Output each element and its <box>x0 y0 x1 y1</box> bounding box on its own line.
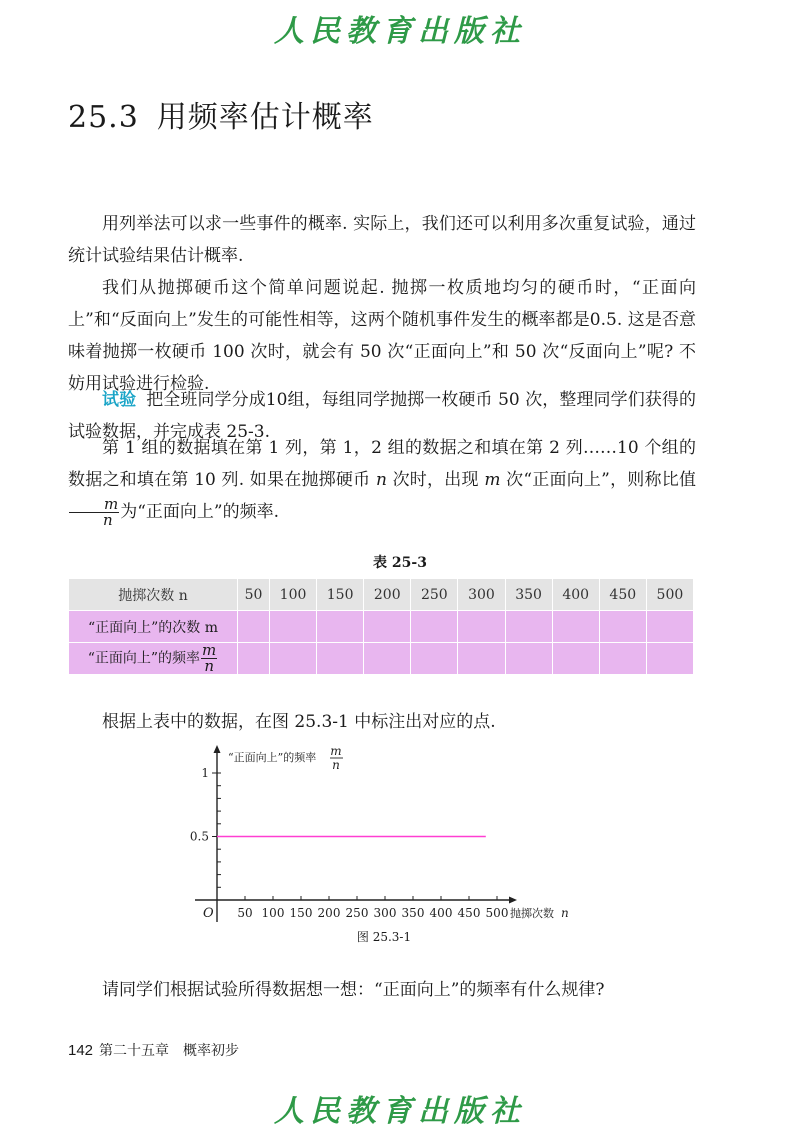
x-axis-label: 抛掷次数 <box>510 907 554 920</box>
fill-text-3: 次“正面向上”，则称比值 <box>500 470 696 490</box>
section-name: 用频率估计概率 <box>156 100 374 135</box>
fill-var-n: n <box>375 470 387 490</box>
chapter-number: 第二十五章 <box>99 1043 170 1059</box>
y-axis-label-den: n <box>332 758 340 772</box>
x-tick-label: 400 <box>429 906 453 920</box>
fill-text-1: 第 1 组的数据填在第 1 列，第 1，2 组的数据之和填在第 2 列……10 个组的数据之和填在第 10 列. 如果在抛掷硬币 <box>68 438 696 490</box>
fraction-denominator: n <box>103 511 113 529</box>
table-caption: 表 25-3 <box>373 555 427 571</box>
column-header: 50 <box>238 579 270 611</box>
y-axis-label-num: m <box>330 744 342 758</box>
column-header: 400 <box>552 579 599 611</box>
x-axis-arrow <box>509 897 517 904</box>
x-tick-label: 50 <box>237 906 253 920</box>
question-paragraph <box>68 974 696 1006</box>
x-tick-label: 300 <box>373 906 397 920</box>
y-tick-label: 0.5 <box>189 829 209 844</box>
publisher-logo: 人民教育出版社 <box>274 14 526 49</box>
experiment-text: 把全班同学分成10组，每组同学抛掷一枚硬币 50 次，整理同学们获得的试验数据，并完成表 25-3. <box>68 390 697 442</box>
row-label-text: “正面向上”的频率 <box>87 650 201 667</box>
x-tick-label: 250 <box>345 906 369 920</box>
fill-var-m: m <box>484 470 501 490</box>
column-header: 450 <box>599 579 646 611</box>
fill-text-4: 为“正面向上”的频率. <box>120 502 280 522</box>
fraction-numerator: m <box>202 641 217 659</box>
x-tick-label: 200 <box>317 906 341 920</box>
x-tick-label: 150 <box>289 906 313 920</box>
question-text: 请同学们根据试验所得数据想一想：“正面向上”的频率有什么规律? <box>102 980 605 1000</box>
x-tick-label: 500 <box>485 906 509 920</box>
origin-label: O <box>203 906 214 921</box>
chapter-title: 概率初步 <box>183 1043 240 1059</box>
page-footer <box>68 1040 239 1060</box>
row-label-throws: 抛掷次数 n <box>69 579 238 611</box>
column-header: 250 <box>411 579 458 611</box>
plot-ticks <box>190 766 509 920</box>
plot-intro-text: 根据上表中的数据，在图 25.3-1 中标注出对应的点. <box>102 712 496 732</box>
page-number: 142 <box>68 1042 94 1059</box>
y-tick-label: 1 <box>201 766 209 780</box>
fill-text-2: 次时，出现 <box>386 470 485 490</box>
section-number: 25.3 <box>68 100 139 135</box>
row-label-heads-count: “正面向上”的次数 m <box>69 611 238 643</box>
y-axis-arrow <box>214 745 221 753</box>
column-header: 150 <box>317 579 364 611</box>
intro-text: 用列举法可以求一些事件的概率. 实际上，我们还可以利用多次重复试验，通过统计试验结果估计概率. <box>68 214 696 266</box>
fraction-numerator: m <box>69 497 119 513</box>
column-header: 200 <box>364 579 411 611</box>
publisher-logo: 人民教育出版社 <box>274 1094 526 1129</box>
fraction-denominator: n <box>204 657 214 675</box>
coin-text: 我们从抛掷硬币这个简单问题说起. 抛掷一枚质地均匀的硬币时，“正面向上”和“反面向上”发生的可能性相等，这两个随机事件发生的概率都是0.5. 这是否意味着抛掷一枚硬币 100 次时，就会有 50 次“正面向上”和 50 次“反面向上”呢? 不妨用试验进行检验. <box>68 278 696 394</box>
x-axis-var: n <box>561 906 569 920</box>
column-header: 300 <box>458 579 505 611</box>
figure-caption: 图 25.3-1 <box>356 930 412 944</box>
x-tick-label: 350 <box>401 906 425 920</box>
column-header: 350 <box>505 579 552 611</box>
x-tick-label: 450 <box>457 906 481 920</box>
column-header: 500 <box>646 579 693 611</box>
experiment-label: 试验 <box>102 390 137 410</box>
plot-axes <box>195 745 517 922</box>
column-header: 100 <box>269 579 316 611</box>
x-tick-label: 100 <box>261 906 285 920</box>
y-axis-label: “正面向上”的频率 <box>228 751 317 764</box>
